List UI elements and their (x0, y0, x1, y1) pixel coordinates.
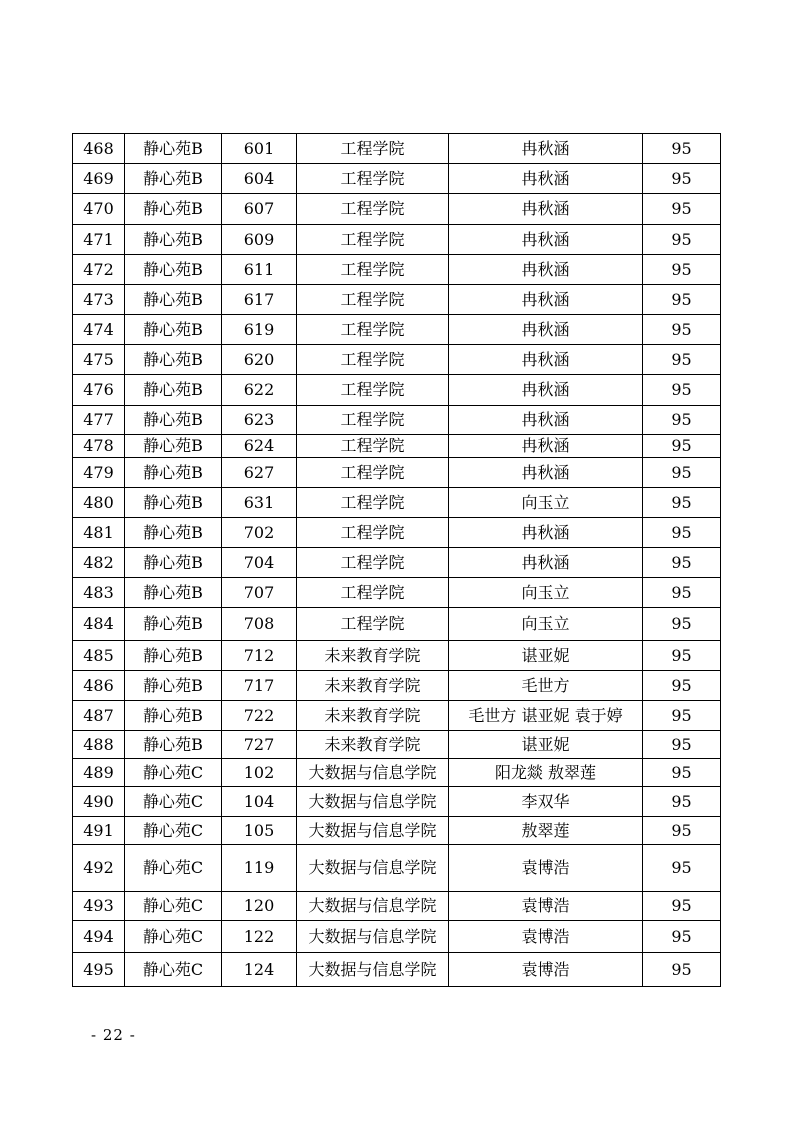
row-index-cell: 492 (73, 845, 125, 892)
building-cell: 静心苑B (125, 578, 222, 608)
building-cell: 静心苑B (125, 458, 222, 488)
building-cell: 静心苑B (125, 164, 222, 194)
score-cell: 95 (643, 458, 721, 488)
college-cell: 工程学院 (297, 608, 449, 641)
inspector-cell: 冉秋涵 (449, 225, 643, 255)
building-cell: 静心苑B (125, 315, 222, 345)
room-cell: 727 (222, 731, 297, 759)
score-cell: 95 (643, 953, 721, 987)
building-cell: 静心苑B (125, 731, 222, 759)
building-cell: 静心苑C (125, 787, 222, 817)
inspector-cell: 袁博浩 (449, 921, 643, 953)
building-cell: 静心苑B (125, 225, 222, 255)
inspector-cell: 阳龙燚 敖翠莲 (449, 759, 643, 787)
room-cell: 119 (222, 845, 297, 892)
college-cell: 工程学院 (297, 375, 449, 406)
table-row (73, 225, 721, 255)
inspector-cell: 毛世方 谌亚妮 袁于婷 (449, 701, 643, 731)
table-row (73, 518, 721, 548)
room-cell: 604 (222, 164, 297, 194)
building-cell: 静心苑B (125, 518, 222, 548)
row-index-cell: 495 (73, 953, 125, 987)
inspector-cell: 谌亚妮 (449, 731, 643, 759)
building-cell: 静心苑C (125, 953, 222, 987)
table-row (73, 845, 721, 892)
room-cell: 619 (222, 315, 297, 345)
college-cell: 未来教育学院 (297, 701, 449, 731)
table-row (73, 817, 721, 845)
dorm-inspection-table (72, 133, 721, 987)
building-cell: 静心苑B (125, 406, 222, 435)
building-cell: 静心苑C (125, 892, 222, 921)
table-row (73, 608, 721, 641)
row-index-cell: 493 (73, 892, 125, 921)
inspector-cell: 冉秋涵 (449, 548, 643, 578)
row-index-cell: 484 (73, 608, 125, 641)
row-index-cell: 489 (73, 759, 125, 787)
inspector-cell: 袁博浩 (449, 892, 643, 921)
page-number: - 22 - (91, 1026, 136, 1044)
building-cell: 静心苑B (125, 548, 222, 578)
score-cell: 95 (643, 787, 721, 817)
college-cell: 工程学院 (297, 435, 449, 458)
college-cell: 大数据与信息学院 (297, 845, 449, 892)
inspector-cell: 冉秋涵 (449, 375, 643, 406)
inspector-cell: 冉秋涵 (449, 315, 643, 345)
row-index-cell: 473 (73, 285, 125, 315)
row-index-cell: 482 (73, 548, 125, 578)
table-row (73, 134, 721, 164)
inspector-cell: 冉秋涵 (449, 164, 643, 194)
table-row (73, 488, 721, 518)
college-cell: 工程学院 (297, 164, 449, 194)
room-cell: 102 (222, 759, 297, 787)
table-row (73, 345, 721, 375)
inspector-cell: 谌亚妮 (449, 641, 643, 671)
room-cell: 607 (222, 194, 297, 225)
room-cell: 622 (222, 375, 297, 406)
row-index-cell: 480 (73, 488, 125, 518)
row-index-cell: 485 (73, 641, 125, 671)
room-cell: 722 (222, 701, 297, 731)
college-cell: 工程学院 (297, 518, 449, 548)
table-row (73, 953, 721, 987)
building-cell: 静心苑C (125, 921, 222, 953)
inspector-cell: 冉秋涵 (449, 406, 643, 435)
room-cell: 702 (222, 518, 297, 548)
room-cell: 704 (222, 548, 297, 578)
row-index-cell: 471 (73, 225, 125, 255)
table-row (73, 194, 721, 225)
score-cell: 95 (643, 817, 721, 845)
score-cell: 95 (643, 255, 721, 285)
room-cell: 124 (222, 953, 297, 987)
score-cell: 95 (643, 134, 721, 164)
score-cell: 95 (643, 225, 721, 255)
score-cell: 95 (643, 164, 721, 194)
college-cell: 工程学院 (297, 285, 449, 315)
row-index-cell: 472 (73, 255, 125, 285)
table-row (73, 406, 721, 435)
college-cell: 工程学院 (297, 578, 449, 608)
room-cell: 712 (222, 641, 297, 671)
score-cell: 95 (643, 406, 721, 435)
inspector-cell: 袁博浩 (449, 953, 643, 987)
room-cell: 624 (222, 435, 297, 458)
inspector-cell: 向玉立 (449, 488, 643, 518)
building-cell: 静心苑B (125, 375, 222, 406)
room-cell: 707 (222, 578, 297, 608)
room-cell: 609 (222, 225, 297, 255)
score-cell: 95 (643, 731, 721, 759)
score-cell: 95 (643, 759, 721, 787)
building-cell: 静心苑B (125, 701, 222, 731)
score-cell: 95 (643, 375, 721, 406)
row-index-cell: 486 (73, 671, 125, 701)
room-cell: 120 (222, 892, 297, 921)
college-cell: 工程学院 (297, 255, 449, 285)
row-index-cell: 491 (73, 817, 125, 845)
score-cell: 95 (643, 488, 721, 518)
score-cell: 95 (643, 671, 721, 701)
score-cell: 95 (643, 608, 721, 641)
row-index-cell: 481 (73, 518, 125, 548)
college-cell: 大数据与信息学院 (297, 817, 449, 845)
college-cell: 大数据与信息学院 (297, 953, 449, 987)
building-cell: 静心苑B (125, 608, 222, 641)
room-cell: 631 (222, 488, 297, 518)
table-row (73, 315, 721, 345)
row-index-cell: 474 (73, 315, 125, 345)
table-row (73, 435, 721, 458)
inspector-cell: 冉秋涵 (449, 458, 643, 488)
score-cell: 95 (643, 315, 721, 345)
inspector-cell: 李双华 (449, 787, 643, 817)
table-body (73, 134, 721, 987)
college-cell: 大数据与信息学院 (297, 787, 449, 817)
row-index-cell: 487 (73, 701, 125, 731)
building-cell: 静心苑C (125, 845, 222, 892)
room-cell: 104 (222, 787, 297, 817)
inspector-cell: 毛世方 (449, 671, 643, 701)
college-cell: 大数据与信息学院 (297, 892, 449, 921)
score-cell: 95 (643, 518, 721, 548)
building-cell: 静心苑C (125, 759, 222, 787)
inspector-cell: 冉秋涵 (449, 194, 643, 225)
table-row (73, 921, 721, 953)
inspector-cell: 向玉立 (449, 608, 643, 641)
score-cell: 95 (643, 548, 721, 578)
inspector-cell: 冉秋涵 (449, 285, 643, 315)
college-cell: 大数据与信息学院 (297, 759, 449, 787)
table-row (73, 578, 721, 608)
row-index-cell: 478 (73, 435, 125, 458)
inspector-cell: 冉秋涵 (449, 435, 643, 458)
building-cell: 静心苑B (125, 285, 222, 315)
row-index-cell: 479 (73, 458, 125, 488)
college-cell: 工程学院 (297, 134, 449, 164)
building-cell: 静心苑B (125, 641, 222, 671)
score-cell: 95 (643, 701, 721, 731)
table-row (73, 759, 721, 787)
row-index-cell: 468 (73, 134, 125, 164)
college-cell: 工程学院 (297, 406, 449, 435)
building-cell: 静心苑B (125, 134, 222, 164)
college-cell: 工程学院 (297, 225, 449, 255)
table-row (73, 375, 721, 406)
table-row (73, 458, 721, 488)
building-cell: 静心苑B (125, 671, 222, 701)
inspector-cell: 袁博浩 (449, 845, 643, 892)
college-cell: 工程学院 (297, 488, 449, 518)
table-row (73, 731, 721, 759)
table-row (73, 548, 721, 578)
college-cell: 工程学院 (297, 345, 449, 375)
room-cell: 620 (222, 345, 297, 375)
row-index-cell: 476 (73, 375, 125, 406)
room-cell: 617 (222, 285, 297, 315)
table-row (73, 255, 721, 285)
inspector-cell: 冉秋涵 (449, 255, 643, 285)
row-index-cell: 483 (73, 578, 125, 608)
building-cell: 静心苑B (125, 488, 222, 518)
college-cell: 工程学院 (297, 315, 449, 345)
table-row (73, 671, 721, 701)
room-cell: 122 (222, 921, 297, 953)
college-cell: 未来教育学院 (297, 641, 449, 671)
score-cell: 95 (643, 578, 721, 608)
room-cell: 611 (222, 255, 297, 285)
score-cell: 95 (643, 435, 721, 458)
row-index-cell: 494 (73, 921, 125, 953)
building-cell: 静心苑B (125, 345, 222, 375)
inspector-cell: 敖翠莲 (449, 817, 643, 845)
score-cell: 95 (643, 285, 721, 315)
room-cell: 627 (222, 458, 297, 488)
room-cell: 601 (222, 134, 297, 164)
score-cell: 95 (643, 345, 721, 375)
college-cell: 工程学院 (297, 548, 449, 578)
college-cell: 未来教育学院 (297, 671, 449, 701)
inspector-cell: 冉秋涵 (449, 345, 643, 375)
room-cell: 708 (222, 608, 297, 641)
table-row (73, 285, 721, 315)
table-row (73, 892, 721, 921)
room-cell: 717 (222, 671, 297, 701)
building-cell: 静心苑C (125, 817, 222, 845)
college-cell: 大数据与信息学院 (297, 921, 449, 953)
room-cell: 105 (222, 817, 297, 845)
row-index-cell: 470 (73, 194, 125, 225)
score-cell: 95 (643, 194, 721, 225)
row-index-cell: 469 (73, 164, 125, 194)
college-cell: 未来教育学院 (297, 731, 449, 759)
inspector-cell: 向玉立 (449, 578, 643, 608)
row-index-cell: 475 (73, 345, 125, 375)
table-row (73, 164, 721, 194)
building-cell: 静心苑B (125, 194, 222, 225)
table-row (73, 641, 721, 671)
row-index-cell: 490 (73, 787, 125, 817)
table-row (73, 701, 721, 731)
college-cell: 工程学院 (297, 458, 449, 488)
room-cell: 623 (222, 406, 297, 435)
inspector-cell: 冉秋涵 (449, 134, 643, 164)
score-cell: 95 (643, 641, 721, 671)
building-cell: 静心苑B (125, 255, 222, 285)
score-cell: 95 (643, 921, 721, 953)
score-cell: 95 (643, 892, 721, 921)
college-cell: 工程学院 (297, 194, 449, 225)
building-cell: 静心苑B (125, 435, 222, 458)
score-cell: 95 (643, 845, 721, 892)
table-row (73, 787, 721, 817)
inspector-cell: 冉秋涵 (449, 518, 643, 548)
row-index-cell: 488 (73, 731, 125, 759)
row-index-cell: 477 (73, 406, 125, 435)
